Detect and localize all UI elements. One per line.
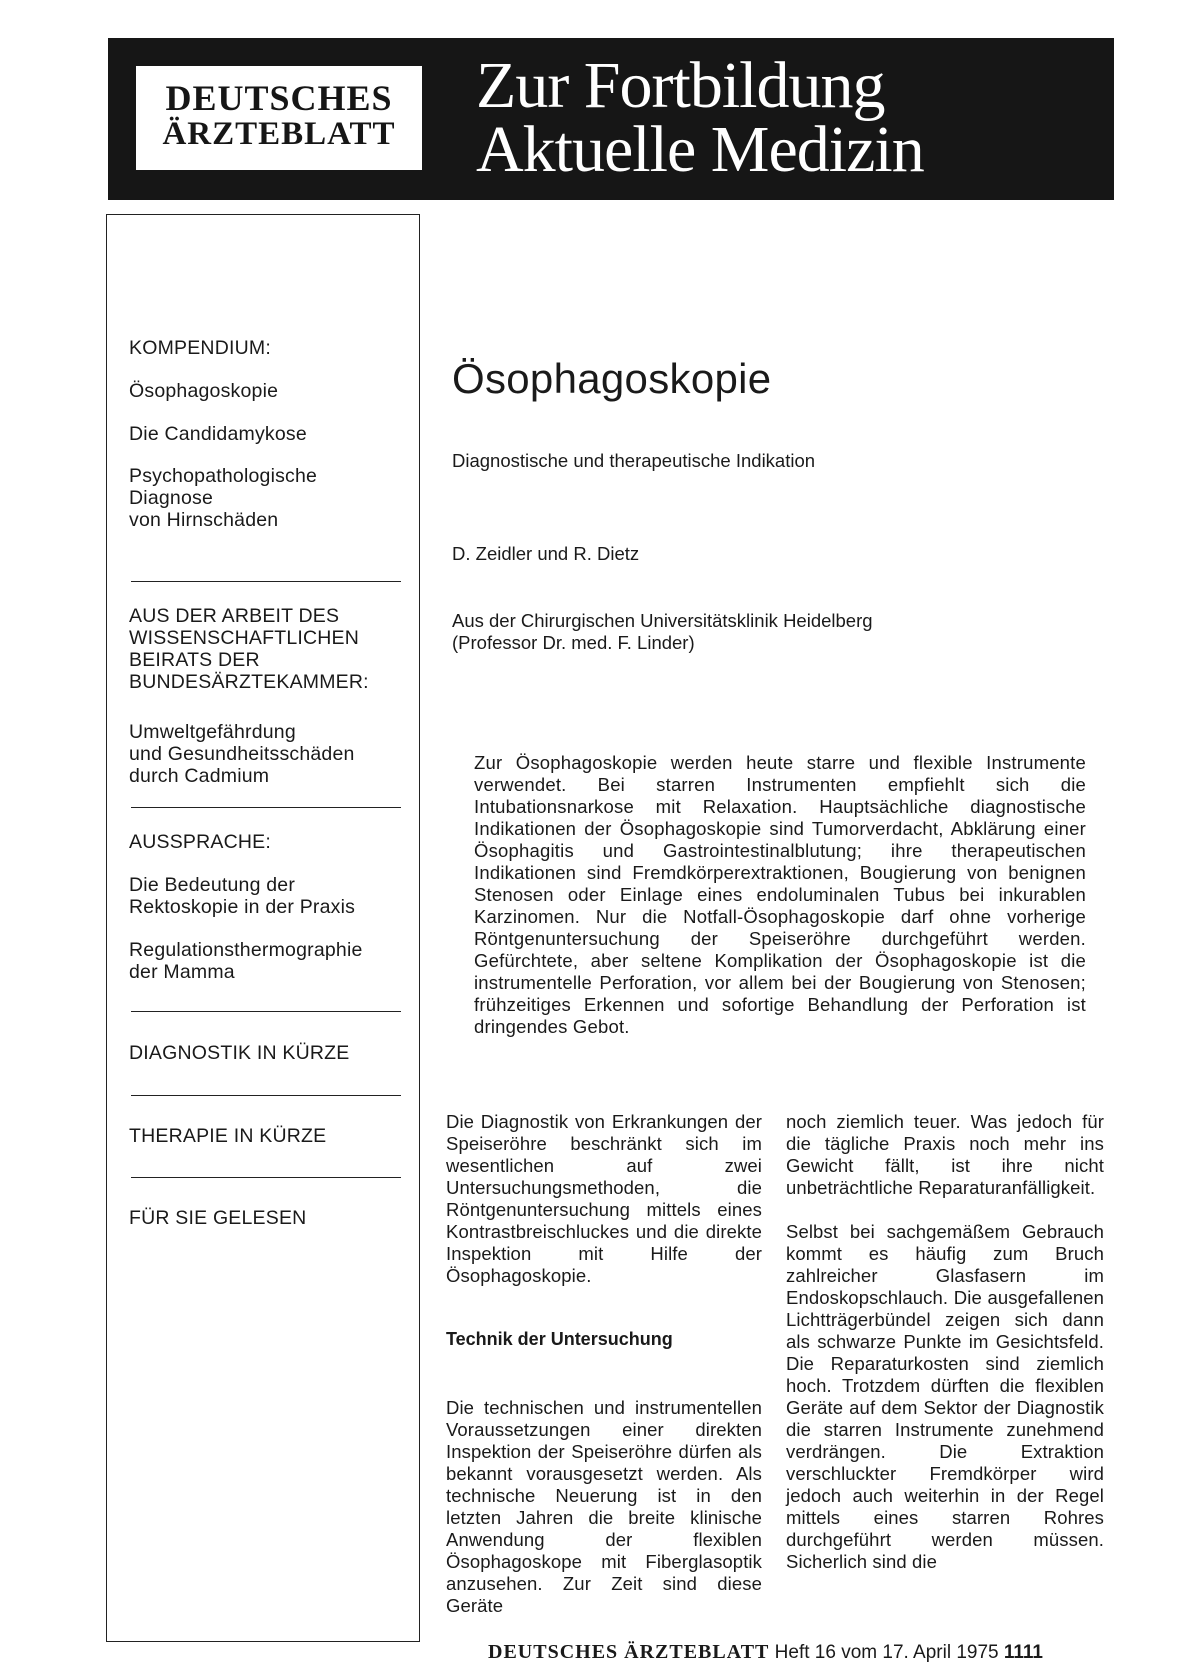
item-line: von Hirnschäden xyxy=(129,509,279,531)
aussprache-item-rektoskopie xyxy=(129,874,355,918)
item-line: Die Bedeutung der xyxy=(129,874,296,896)
article-abstract: Zur Ösophagoskopie werden heute starre und flexible Instrumente verwendet. Bei starren Instrumenten empfiehlt sich die Intubationsnarkose mit Relaxation. Hauptsächliche diagnostische Indikationen der Ösophagoskopie sind Tumorverdacht, Abklärung einer Ösophagitis und Gastrointestinalblutung; ihre therapeutischen Indikationen sind Fremdkörperextraktionen, Bougierung von benignen Stenosen oder Einlage eines endoluminalen Tubus bei inkurablen Karzinomen. Nur die Notfall-Ösophagoskopie darf ohne vorherige Röntgenuntersuchung der Speiseröhre durchgeführt werden. Gefürchtete, aber seltene Komplikation der Ösophagoskopie ist die instrumentelle Perforation, vor allem bei der Bougierung von Stenosen; frühzeitiges Erkennen und sofortige Behandlung der Perforation ist dringendes Gebot. xyxy=(474,752,1086,1037)
sidebar-divider xyxy=(131,1095,401,1096)
arbeit-heading xyxy=(129,605,369,693)
footer-magazine-name: DEUTSCHES ÄRZTEBLATT xyxy=(488,1641,770,1663)
affiliation-line: (Professor Dr. med. F. Linder) xyxy=(452,632,695,653)
sidebar-divider xyxy=(131,807,401,808)
heading-line: WISSENSCHAFTLICHEN xyxy=(129,627,360,649)
item-line: und Gesundheitsschäden xyxy=(129,743,355,765)
item-line: Diagnose xyxy=(129,487,213,509)
sidebar-divider xyxy=(131,581,401,582)
body-column-1 xyxy=(446,1111,762,1617)
affiliation-line: Aus der Chirurgischen Universitätsklinik Heidelberg xyxy=(452,610,873,631)
aussprache-item-thermographie xyxy=(129,939,363,983)
kompendium-heading: KOMPENDIUM: xyxy=(129,337,271,359)
sidebar-divider xyxy=(131,1011,401,1012)
diagnostik-heading: DIAGNOSTIK IN KÜRZE xyxy=(129,1042,350,1064)
banner-title-line-1: Zur Fortbildung xyxy=(476,49,885,122)
kompendium-item-candidamykose: Die Candidamykose xyxy=(129,423,307,445)
page-number: 1111 xyxy=(1003,1642,1043,1663)
contents-sidebar xyxy=(106,214,420,1642)
arbeit-item-cadmium xyxy=(129,721,355,787)
heading-line: AUS DER ARBEIT DES xyxy=(129,605,340,627)
item-line: durch Cadmium xyxy=(129,765,270,787)
section-heading: Technik der Untersuchung xyxy=(446,1329,673,1349)
item-line: Regulationsthermographie xyxy=(129,939,363,961)
body-paragraph: Die technischen und instrumentellen Voraussetzungen einer direkten Inspektion der Speiseröhre dürfen als bekannt vorausgesetzt werden. Als technische Neuerung ist in den letzten Jahren die breite klinische Anwendung der flexiblen Ösophagoskope mit Fiberglasoptik anzusehen. Zur Zeit sind diese Geräte xyxy=(446,1397,762,1616)
kompendium-item-oesophagoskopie: Ösophagoskopie xyxy=(129,380,279,402)
item-line: Psychopathologische xyxy=(129,465,318,487)
kompendium-item-hirnschaeden xyxy=(129,465,317,531)
body-paragraph: Die Diagnostik von Erkrankungen der Speiseröhre beschränkt sich im wesentlichen auf zwei Untersuchungsmethoden, die Röntgenuntersuchung mittels eines Kontrastbreischluckes und die direkte Inspektion mit Hilfe der Ösophagoskopie. xyxy=(446,1111,762,1286)
header-banner xyxy=(108,38,1114,200)
sidebar-divider xyxy=(131,1177,401,1178)
magazine-logo xyxy=(136,66,422,170)
item-line: der Mamma xyxy=(129,961,235,983)
article-title: Ösophagoskopie xyxy=(452,355,772,402)
page-footer xyxy=(488,1640,1043,1665)
footer-issue: Heft 16 vom 17. April 1975 xyxy=(774,1642,999,1663)
heading-line: BUNDESÄRZTEKAMMER: xyxy=(129,671,369,693)
item-line: Umweltgefährdung xyxy=(129,721,296,743)
aussprache-heading: AUSSPRACHE: xyxy=(129,831,271,853)
section-banner-title xyxy=(476,49,924,186)
article-subtitle: Diagnostische und therapeutische Indikation xyxy=(452,450,816,471)
article-affiliation xyxy=(452,610,873,654)
item-line: Rektoskopie in der Praxis xyxy=(129,896,356,918)
body-paragraph: Selbst bei sachgemäßem Gebrauch kommt es häufig zum Bruch zahlreicher Glasfasern im Endoskopschlauch. Die ausgefallenen Lichtträgerbündel zeigen sich dann als schwarze Punkte im Gesichtsfeld. Die Reparaturkosten sind ziemlich hoch. Trotzdem dürften die flexiblen Geräte auf dem Sektor der Diagnostik die starren Instrumente zunehmend verdrängen. Die Extraktion verschluckter Fremdkörper wird jedoch auch weiterhin in der Regel mittels eines starren Rohres durchgeführt werden müssen. Sicherlich sind die xyxy=(786,1221,1104,1572)
gelesen-heading: FÜR SIE GELESEN xyxy=(129,1207,307,1229)
heading-line: BEIRATS DER xyxy=(129,649,260,671)
article-authors: D. Zeidler und R. Dietz xyxy=(452,543,640,564)
banner-title-line-2: Aktuelle Medizin xyxy=(476,113,924,186)
logo-line-2: ÄRZTEBLATT xyxy=(162,116,396,152)
logo-line-1: DEUTSCHES xyxy=(165,78,393,118)
body-column-2 xyxy=(786,1111,1104,1573)
body-paragraph: noch ziemlich teuer. Was jedoch für die tägliche Praxis noch mehr ins Gewicht fällt, ist ihre nicht unbeträchtliche Reparaturanfälligkeit. xyxy=(786,1111,1104,1198)
therapie-heading: THERAPIE IN KÜRZE xyxy=(129,1125,327,1147)
